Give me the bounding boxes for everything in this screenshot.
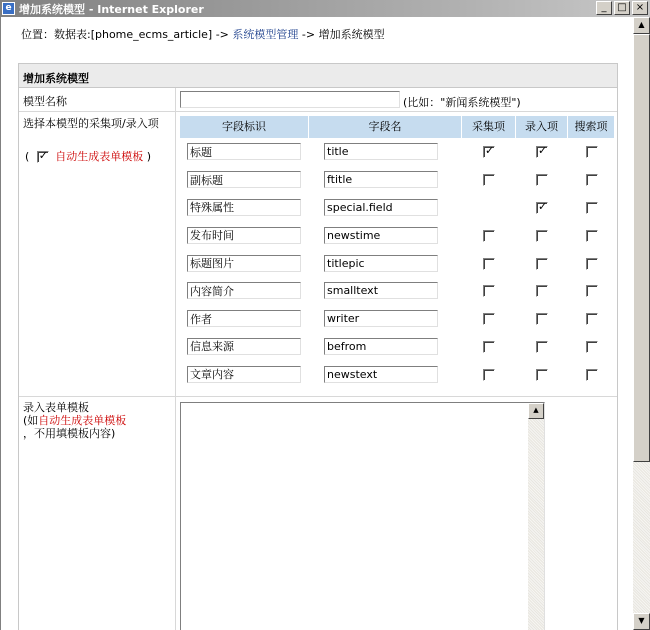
col-header-search: 搜索项 [568, 116, 615, 138]
field-ident-input[interactable] [187, 366, 301, 383]
collect-checkbox[interactable] [483, 341, 495, 353]
fields-label-cell [19, 112, 176, 396]
search-checkbox[interactable] [586, 230, 598, 242]
collect-checkbox[interactable] [483, 313, 495, 325]
fields-label: 选择本模型的采集项/录入项 [23, 117, 159, 130]
field-row [180, 360, 615, 388]
window-title: 增加系统模型 - Internet Explorer [19, 2, 204, 16]
search-checkbox[interactable] [586, 258, 598, 270]
field-ident-input[interactable] [187, 282, 301, 299]
close-button[interactable]: × [632, 1, 648, 15]
field-row [180, 249, 615, 277]
template-note-end: ，不用填模板内容) [23, 427, 116, 440]
template-textarea[interactable] [180, 402, 545, 630]
paren-close: ) [146, 150, 152, 163]
breadcrumb-prefix: 位置：数据表:[phome_ecms_article] -> [21, 28, 229, 41]
field-ident-input[interactable] [187, 199, 301, 216]
template-note [23, 414, 175, 427]
field-name-input[interactable] [324, 310, 438, 327]
collect-checkbox[interactable] [483, 258, 495, 270]
page-viewport [0, 17, 633, 630]
field-row [180, 277, 615, 305]
breadcrumb-link-model-manage[interactable]: 系统模型管理 [232, 28, 299, 41]
entry-checkbox[interactable] [536, 341, 548, 353]
search-checkbox[interactable] [586, 202, 598, 214]
collect-checkbox[interactable] [483, 285, 495, 297]
search-checkbox[interactable] [586, 369, 598, 381]
search-checkbox[interactable] [586, 285, 598, 297]
field-ident-input[interactable] [187, 310, 301, 327]
fields-grid [180, 116, 615, 388]
search-checkbox[interactable] [586, 313, 598, 325]
field-row [180, 221, 615, 249]
field-name-input[interactable] [324, 282, 438, 299]
model-name-label: 模型名称 [19, 88, 176, 111]
minimize-button[interactable]: _ [596, 1, 612, 15]
textarea-scrollbar[interactable] [528, 403, 544, 630]
entry-checkbox[interactable] [536, 174, 548, 186]
title-bar [0, 0, 650, 17]
template-label-cell [19, 397, 176, 630]
scroll-thumb[interactable] [633, 34, 650, 462]
collect-checkbox[interactable] [483, 174, 495, 186]
form-header: 增加系统模型 [19, 64, 617, 88]
field-name-input[interactable] [324, 143, 438, 160]
textarea-scroll-up-icon[interactable]: ▲ [528, 403, 544, 419]
breadcrumb [21, 26, 385, 42]
col-header-name: 字段名 [309, 116, 462, 138]
paren-open: ( [25, 150, 30, 163]
ie-icon: e [2, 2, 15, 15]
field-row [180, 333, 615, 361]
field-row [180, 138, 615, 166]
template-label: 录入表单模板 [23, 401, 89, 414]
fields-grid-body [180, 138, 615, 388]
field-ident-input[interactable] [187, 171, 301, 188]
auto-template-checkbox[interactable] [37, 151, 49, 163]
field-row [180, 305, 615, 333]
model-name-input[interactable] [180, 91, 400, 108]
field-name-input[interactable] [324, 199, 438, 216]
entry-checkbox[interactable] [536, 202, 548, 214]
field-name-input[interactable] [324, 338, 438, 355]
entry-checkbox[interactable] [536, 369, 548, 381]
search-checkbox[interactable] [586, 146, 598, 158]
template-note-red: 自动生成表单模板 [38, 414, 127, 427]
fields-grid-header [180, 116, 615, 138]
scroll-down-icon[interactable]: ▼ [633, 613, 650, 630]
search-checkbox[interactable] [586, 174, 598, 186]
scroll-up-icon[interactable]: ▲ [633, 17, 650, 34]
entry-checkbox[interactable] [536, 285, 548, 297]
collect-checkbox[interactable] [483, 230, 495, 242]
model-name-row [19, 88, 617, 112]
collect-checkbox[interactable] [483, 369, 495, 381]
page-scrollbar[interactable] [633, 17, 650, 630]
col-header-collect: 采集项 [462, 116, 516, 138]
field-name-input[interactable] [324, 171, 438, 188]
breadcrumb-suffix: -> 增加系统模型 [301, 28, 385, 41]
auto-template-label: 自动生成表单模板 [55, 150, 144, 163]
field-ident-input[interactable] [187, 227, 301, 244]
maximize-button[interactable]: □ [614, 1, 630, 15]
field-ident-input[interactable] [187, 143, 301, 160]
model-name-hint: (比如："新闻系统模型") [403, 96, 521, 109]
field-row [180, 166, 615, 194]
col-header-entry: 录入项 [516, 116, 568, 138]
search-checkbox[interactable] [586, 341, 598, 353]
fields-row [19, 112, 617, 397]
field-ident-input[interactable] [187, 338, 301, 355]
window-controls [594, 1, 648, 15]
entry-checkbox[interactable] [536, 258, 548, 270]
field-name-input[interactable] [324, 255, 438, 272]
template-row [19, 397, 617, 630]
field-row [180, 194, 615, 222]
entry-checkbox[interactable] [536, 230, 548, 242]
field-name-input[interactable] [324, 227, 438, 244]
field-ident-input[interactable] [187, 255, 301, 272]
auto-template-option [23, 148, 175, 164]
add-model-form [18, 63, 618, 630]
entry-checkbox[interactable] [536, 146, 548, 158]
collect-checkbox[interactable] [483, 146, 495, 158]
entry-checkbox[interactable] [536, 313, 548, 325]
template-note-prefix: (如 [23, 414, 39, 427]
col-header-ident: 字段标识 [180, 116, 309, 138]
field-name-input[interactable] [324, 366, 438, 383]
